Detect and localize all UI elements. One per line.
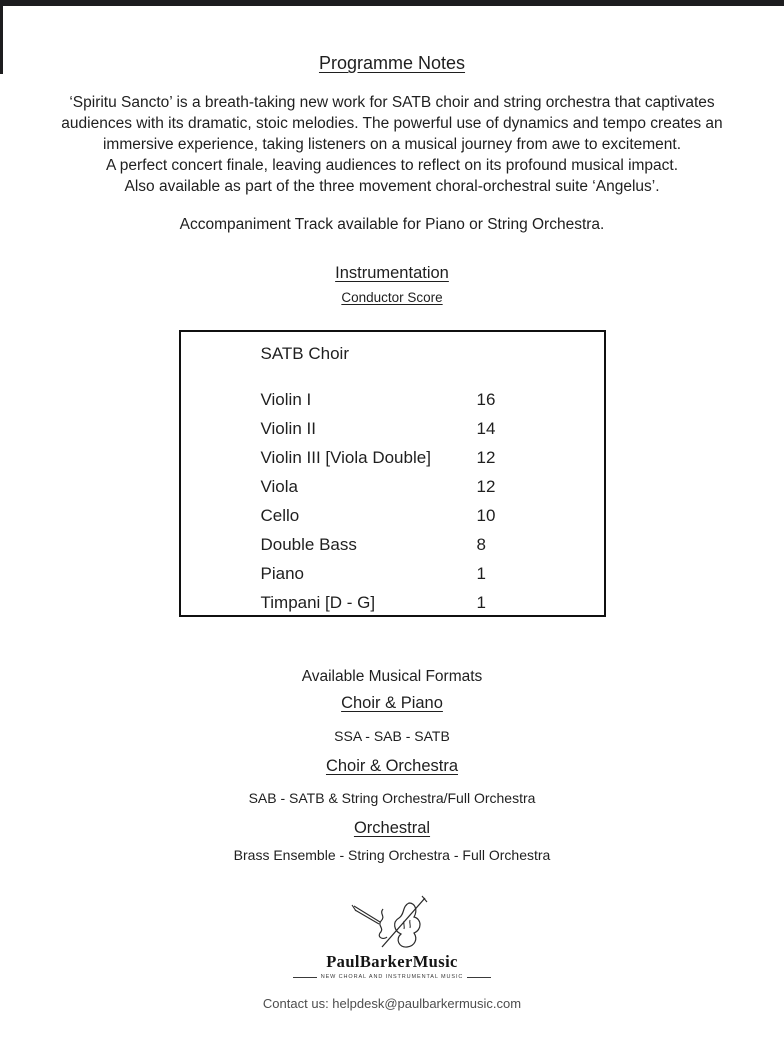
instrument-row [261,443,604,472]
violin-and-bow-logo-icon [346,893,438,951]
instrument-name: Viola [260,477,298,496]
instrument-count: 14 [476,419,496,438]
instrument-name: Piano [260,564,304,583]
window-top-edge [0,0,784,6]
page-title: Programme Notes [318,53,466,73]
instrument-name: Violin II [260,419,316,438]
tagline-left-rule [293,977,317,978]
tagline-text: NEW CHORAL AND INSTRUMENTAL MUSIC [320,974,464,980]
instrument-row [261,530,604,559]
contact-line: Contact us: helpdesk@paulbarkermusic.com [262,996,522,1011]
instrument-count: 12 [476,477,496,496]
instrument-count: 16 [476,390,496,409]
instrumentation-list [261,385,604,617]
instrument-name: Cello [260,506,300,525]
description-line: A perfect concert finale, leaving audiences to reflect on its profound musical impact. [105,157,679,174]
instrumentation-heading: Instrumentation [335,264,449,282]
description-line: immersive experience, taking listeners on a musical journey from awe to excitement. [102,136,682,153]
instrument-count: 1 [476,593,486,612]
ensemble-label: SATB Choir [260,344,349,363]
format-title-choir-orchestra: Choir & Orchestra [325,757,459,775]
conductor-score-heading: Conductor Score [341,290,443,305]
instrument-row [261,559,604,588]
description-line: Also available as part of the three movement choral-orchestral suite ‘Angelus’. [124,178,660,195]
instrument-count: 8 [476,535,486,554]
format-title-orchestral: Orchestral [353,819,431,837]
instrument-count: 1 [476,564,486,583]
instrument-count: 12 [476,448,496,467]
format-options-choir-piano: SSA - SAB - SATB [334,728,450,744]
description-line: ‘Spiritu Sancto’ is a breath-taking new work for SATB choir and string orchestra that captivates [69,94,715,111]
instrument-row [261,501,604,530]
instrument-name: Violin III [Viola Double] [260,448,431,467]
instrument-row [261,385,604,414]
brand-tagline [0,974,784,980]
instrument-row [261,414,604,443]
formats-heading: Available Musical Formats [301,668,483,685]
brand-name: PaulBarkerMusic [326,952,458,971]
format-options-orchestral: Brass Ensemble - String Orchestra - Full Orchestra [233,847,551,863]
instrumentation-box [179,330,606,617]
instrument-name: Timpani [D - G] [260,593,376,612]
format-options-choir-orchestra: SAB - SATB & String Orchestra/Full Orchestra [248,790,536,806]
instrument-count: 10 [476,506,496,525]
instrument-name: Violin I [260,390,312,409]
description-line: audiences with its dramatic, stoic melodies. The powerful use of dynamics and tempo creates an [61,115,723,132]
instrument-name: Double Bass [260,535,357,554]
instrument-row [261,472,604,501]
format-title-choir-piano: Choir & Piano [341,694,443,712]
programme-description [0,92,784,197]
instrument-row [261,588,604,617]
accompaniment-note: Accompaniment Track available for Piano or String Orchestra. [179,216,605,233]
window-left-edge [0,0,3,74]
tagline-right-rule [467,977,491,978]
